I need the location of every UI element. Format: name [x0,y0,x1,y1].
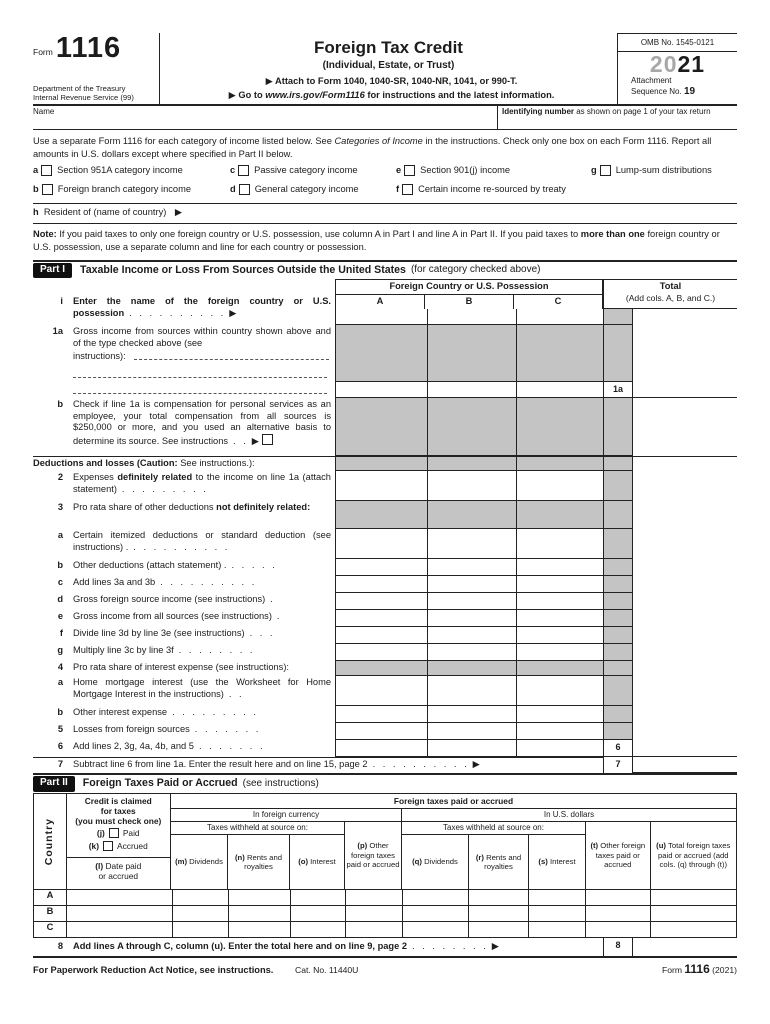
withheld-foreign-header: Taxes withheld at source on: [171,822,344,835]
3b-amount-c-cell[interactable] [516,559,603,576]
category-f: f Certain income re-sourced by treaty [396,183,566,194]
in-us-dollars-header: In U.S. dollars [402,809,736,822]
category-c: c Passive category income [230,165,358,175]
C-date-cell[interactable] [66,922,172,938]
3c-amount-c-cell[interactable] [516,576,603,593]
irs-url: www.irs.gov/Form1116 [265,90,365,101]
B-p-cell[interactable] [345,906,402,922]
row-7: 7 Subtract line 6 from line 1a. Enter the result here and on line 15, page 2 . . . . . . . . . . ▶ 7 [33,757,737,773]
omb-block [617,33,737,104]
6-amount-c-cell[interactable] [516,740,603,757]
i-country-c-cell[interactable] [516,309,603,325]
2-amount-c-cell[interactable] [516,471,603,501]
2-amount-a-cell[interactable] [335,471,427,501]
row-8: 8 Add lines A through C, column (u). Enter the total here and on line 9, page 2 . . . . . . . . ▶ 8 [33,938,737,958]
category-e: e Section 901(j) income [396,165,511,175]
C-r-cell[interactable] [468,922,528,938]
writein-line-2[interactable] [73,367,327,378]
row-1a: 1a Gross income from sources within country shown above and of the type checked above (see instructions): [33,325,737,382]
identifying-number-field[interactable] [497,106,737,129]
A-o-cell[interactable] [290,890,345,906]
goto-pre: Go to [238,90,266,101]
5-amount-c-cell[interactable] [516,723,603,740]
foreign-taxes-group-header: Foreign taxes paid or accrued [171,794,736,809]
arrow-icon: ▶ [228,90,236,101]
catalog-number: Cat. No. 11440U [295,964,359,975]
withheld-us-header: Taxes withheld at source on: [402,822,585,835]
3b-amount-b-cell[interactable] [427,559,516,576]
part1-title: Taxable Income or Loss From Sources Outside the United States [80,263,406,276]
form-header [33,33,737,106]
checkbox-951a[interactable] [41,165,52,176]
B-u-cell[interactable] [650,906,737,922]
1a-amount-b-cell[interactable] [427,382,516,398]
intro-paragraph: Use a separate Form 1116 for each category of income listed below. See Categories of Income in the instructions. Check only one box on each Form 1116. Report all amounts in U.S. dollars except where specified in Part II below. [33,135,712,159]
year-outline: 20 [649,51,678,77]
year-bold: 21 [677,51,706,77]
row-letter: B [33,906,66,922]
arrow-icon: ▶ [472,759,480,770]
page-footer [33,962,737,977]
7-line-tag: 7 [603,757,633,773]
row-4: 4 Pro rata share of interest expense (see instructions): [33,661,737,676]
checkbox-1b-alt-basis[interactable] [262,434,273,445]
country-group-header: Foreign Country or U.S. Possession [336,280,602,295]
checkbox-901j[interactable] [404,165,415,176]
irs-99: (99) [120,92,134,102]
A-n-cell[interactable] [228,890,290,906]
5-amount-b-cell[interactable] [427,723,516,740]
C-t-cell[interactable] [585,922,650,938]
3b-amount-a-cell[interactable] [335,559,427,576]
8-line-tag: 8 [603,938,633,956]
part1-label: Part I [33,263,72,279]
row-6: 6 Add lines 2, 3g, 4a, 4b, and 5 . . . . . . . 6 [33,740,737,757]
arrow-icon: ▶ [174,207,183,218]
credit-claimed-header: Credit is claimed for taxes (you must check one) (j) Paid (k) Accrued (l) Date paid or accrued [66,794,170,889]
part1-bar [33,260,737,280]
col-p-header: (p) Other foreign taxes paid or accrued [344,822,401,889]
row-2: 2 Expenses definitely related to the income on line 1a (attach statement) . . . . . . . . . [33,471,737,501]
sequence-number: 19 [683,86,696,97]
category-a: a Section 951A category income [33,165,183,175]
B-m-cell[interactable] [172,906,228,922]
A-t-cell[interactable] [585,890,650,906]
4b-amount-b-cell[interactable] [427,706,516,723]
3g-amount-a-cell[interactable] [335,644,427,661]
B-r-cell[interactable] [468,906,528,922]
3e-amount-b-cell[interactable] [427,610,516,627]
1a-line-tag: 1a [603,382,633,398]
4b-amount-a-cell[interactable] [335,706,427,723]
column-b-header: B [424,295,513,309]
3c-amount-b-cell[interactable] [427,576,516,593]
part2-subtitle: (see instructions) [242,777,319,789]
row-3d: d Gross foreign source income (see instructions) . [33,593,737,610]
C-p-cell[interactable] [345,922,402,938]
C-n-cell[interactable] [228,922,290,938]
writein-line-1[interactable] [134,349,329,360]
part2-title: Foreign Taxes Paid or Accrued [82,777,238,790]
attach-line: Attach to Form 1040, 1040-SR, 1040-NR, 1041, or 990-T. [275,75,518,86]
arrow-icon: ▶ [229,307,237,318]
3d-amount-c-cell[interactable] [516,593,603,610]
1a-total-amount[interactable] [633,382,737,398]
checkbox-foreign-branch[interactable] [42,184,53,195]
paperwork-notice: For Paperwork Reduction Act Notice, see instructions. [33,964,274,975]
3a-amount-a-cell[interactable] [335,529,427,559]
row-3: 3 Pro rata share of other deductions not definitely related: [33,501,737,529]
C-o-cell[interactable] [290,922,345,938]
id-label: Identifying number [502,106,574,116]
country-row-C [33,922,737,938]
col-q-header: (q) Dividends [412,857,458,867]
col-r-header: (r) Rents and royalties [468,835,528,889]
C-q-cell[interactable] [402,922,468,938]
row-3a: a Certain itemized deductions or standard deduction (see instructions) . . . . . . . . . . . [33,529,737,559]
row-letter: A [33,890,66,906]
country-row-A [33,890,737,906]
B-t-cell[interactable] [585,906,650,922]
4a-amount-a-cell[interactable] [335,676,427,706]
B-s-cell[interactable] [528,906,585,922]
country-column-header: Country [33,794,66,889]
category-checkboxes [33,165,737,195]
total-column-header: Total (Add cols. A, B, and C.) [603,279,737,309]
row-3g: g Multiply line 3c by line 3f . . . . . . . . [33,644,737,661]
A-date-cell[interactable] [66,890,172,906]
category-b: b Foreign branch category income [33,183,192,194]
column-c-header: C [513,295,602,309]
3g-amount-c-cell[interactable] [516,644,603,661]
col-t-header: (t) Other foreign taxes paid or accrued [585,822,650,889]
3c-amount-a-cell[interactable] [335,576,427,593]
row-3e: e Gross income from all sources (see instructions) . [33,610,737,627]
6-total-amount[interactable] [633,740,737,757]
form-word: Form [33,46,53,57]
row-i: i Enter the name of the foreign country or U.S. possession . . . . . . . . . . ▶ [33,309,737,325]
row-3c: c Add lines 3a and 3b . . . . . . . . . . [33,576,737,593]
A-r-cell[interactable] [468,890,528,906]
part2-bar [33,773,737,793]
sequence-label: Sequence No. [631,87,684,96]
form-number: 1116 [55,32,122,64]
checkbox-passive[interactable] [238,165,249,176]
date-paid-header: (l) Date paid or accrued [95,860,142,882]
part2-label: Part II [33,776,75,792]
omb-number: OMB No. 1545-0121 [618,34,737,52]
name-field[interactable] [33,106,497,129]
A-q-cell[interactable] [402,890,468,906]
2-amount-b-cell[interactable] [427,471,516,501]
8-total-amount[interactable] [633,938,737,956]
id-label-rest: as shown on page 1 of your tax return [574,106,711,116]
form-number-block [33,33,160,104]
3f-amount-b-cell[interactable] [427,627,516,644]
category-g: g Lump-sum distributions [591,165,712,175]
6-amount-b-cell[interactable] [427,740,516,757]
writein-line-3[interactable] [73,384,327,394]
6-line-tag: 6 [603,740,633,757]
4b-amount-c-cell[interactable] [516,706,603,723]
arrow-icon: ▶ [491,940,499,951]
3f-amount-a-cell[interactable] [335,627,427,644]
7-total-amount[interactable] [633,757,737,773]
4a-amount-b-cell[interactable] [427,676,516,706]
A-p-cell[interactable] [345,890,402,906]
checkbox-general[interactable] [239,184,250,195]
row-4b: b Other interest expense . . . . . . . . . [33,706,737,723]
note-paragraph: Note: If you paid taxes to only one foreign country or U.S. possession, use column A in Part I and line A in Part II. If you paid taxes to more than one foreign country or U.S. possession, use a separate column and line for each country or possession. [33,228,720,253]
attachment-label: Attachment [631,76,672,85]
col-u-header: (u) Total foreign taxes paid or accrued (add cols. (q) through (t)) [650,822,736,889]
3a-amount-c-cell[interactable] [516,529,603,559]
row-3f: f Divide line 3d by line 3e (see instructions) . . . [33,627,737,644]
row-4a: a Home mortgage interest (use the Worksheet for Home Mortgage Interest in the instructions) . . [33,676,737,706]
row-5: 5 Losses from foreign sources . . . . . . . [33,723,737,740]
in-foreign-currency-header: In foreign currency [171,809,401,822]
A-s-cell[interactable] [528,890,585,906]
goto-suf: for instructions and the latest information. [364,90,555,101]
C-s-cell[interactable] [528,922,585,938]
part2-table-header [33,793,737,890]
A-u-cell[interactable] [650,890,737,906]
deductions-header-row: Deductions and losses (Caution: See instructions.): [33,456,737,471]
column-a-header: A [376,295,384,306]
resident-country-line: h Resident of (name of country) ▶ [33,203,737,224]
checkbox-accrued[interactable] [103,841,113,851]
A-m-cell[interactable] [172,890,228,906]
B-o-cell[interactable] [290,906,345,922]
dept-line: Department of the Treasury [33,83,126,93]
i-country-a-cell[interactable] [335,309,427,325]
title-block [160,33,617,104]
row-1b: b Check if line 1a is compensation for personal services as an employee, your total compensation from all sources is $250,000 or more, and you used an alternative basis to determine its source. See instructions . . ▶ [33,398,737,456]
4a-amount-c-cell[interactable] [516,676,603,706]
form-title: Foreign Tax Credit [314,38,463,57]
category-d: d General category income [230,183,359,194]
3e-amount-c-cell[interactable] [516,610,603,627]
form-subtitle: (Individual, Estate, or Trust) [322,60,455,72]
col-o-header: (o) Interest [289,835,344,889]
i-country-b-cell[interactable] [427,309,516,325]
col-s-header: (s) Interest [528,835,585,889]
3d-amount-a-cell[interactable] [335,593,427,610]
3f-amount-c-cell[interactable] [516,627,603,644]
3d-amount-b-cell[interactable] [427,593,516,610]
B-q-cell[interactable] [402,906,468,922]
6-amount-a-cell[interactable] [335,740,427,757]
3e-amount-a-cell[interactable] [335,610,427,627]
5-amount-a-cell[interactable] [335,723,427,740]
1a-amount-a-cell[interactable] [335,382,427,398]
tax-year [618,52,737,76]
row-1a-entry [33,382,737,398]
checkbox-lump-sum[interactable] [600,165,611,176]
arrow-icon: ▶ [251,436,259,447]
C-u-cell[interactable] [650,922,737,938]
country-row-B [33,906,737,922]
name-row [33,106,737,130]
irs-line: Internal Revenue Service [33,92,119,102]
categories-of-income-ref: Categories of Income [334,135,423,146]
checkbox-paid[interactable] [109,828,119,838]
B-n-cell[interactable] [228,906,290,922]
row-letter: C [33,922,66,938]
row-3b: b Other deductions (attach statement) . . . . . . [33,559,737,576]
1a-amount-c-cell[interactable] [516,382,603,398]
checkbox-resourced-treaty[interactable] [402,184,413,195]
3g-amount-b-cell[interactable] [427,644,516,661]
C-m-cell[interactable] [172,922,228,938]
B-date-cell[interactable] [66,906,172,922]
col-n-header: (n) Rents and royalties [227,835,289,889]
arrow-icon: ▶ [265,75,273,86]
3a-amount-b-cell[interactable] [427,529,516,559]
part1-subtitle: (for category checked above) [410,264,541,276]
col-m-header: (m) Dividends [175,857,223,867]
form-footer-id: Form 1116 (2021) [661,961,737,976]
name-label: Name [33,106,55,116]
